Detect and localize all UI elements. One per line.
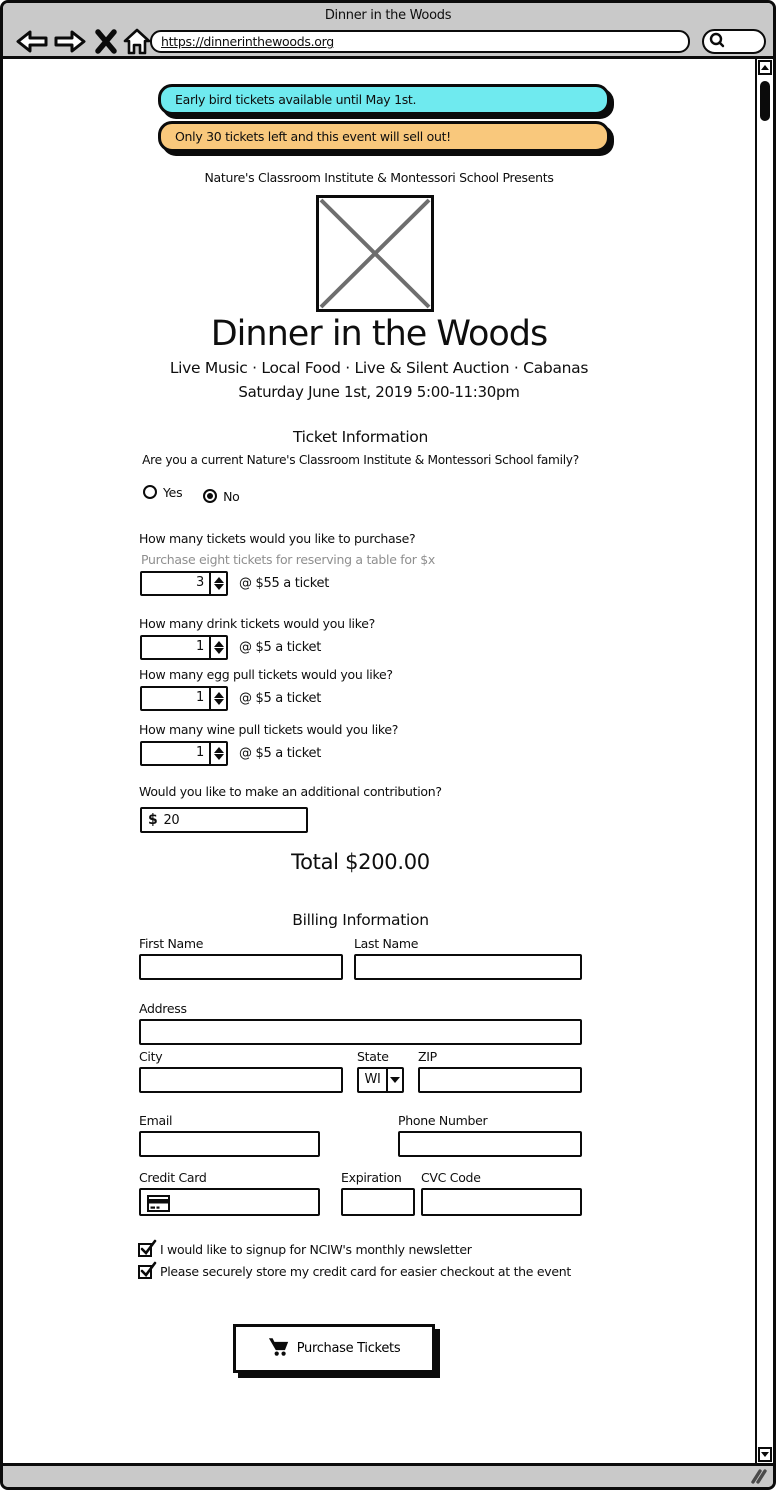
wine-price-label: @ $5 a ticket <box>239 746 322 761</box>
state-label: State <box>357 1049 389 1064</box>
tickets-stepper-arrows-icon[interactable] <box>209 573 226 594</box>
radio-no-label: No <box>223 488 240 504</box>
state-select[interactable] <box>357 1067 404 1093</box>
store-card-label: Please securely store my credit card for easier checkout at the event <box>160 1264 571 1279</box>
tickets-quantity-stepper[interactable] <box>140 571 228 596</box>
drink-price-label: @ $5 a ticket <box>239 640 322 655</box>
forward-icon[interactable] <box>53 28 87 55</box>
browser-chrome <box>3 3 773 59</box>
early-bird-alert-text: Early bird tickets available until May 1st. <box>175 92 417 107</box>
phone-field[interactable] <box>398 1131 582 1157</box>
currency-symbol: $ <box>148 812 158 828</box>
event-subtitle: Live Music · Local Food · Live & Silent Auction · Cabanas <box>169 359 589 377</box>
contribution-input[interactable] <box>140 807 308 833</box>
contribution-value[interactable]: 20 <box>163 812 180 828</box>
egg-quantity-stepper[interactable] <box>140 686 228 711</box>
scrollbar-thumb[interactable] <box>760 81 770 121</box>
city-label: City <box>139 1049 163 1064</box>
purchase-tickets-button[interactable] <box>233 1324 435 1373</box>
scroll-up-icon[interactable] <box>758 60 772 75</box>
status-bar <box>3 1463 773 1487</box>
home-icon[interactable] <box>122 28 152 55</box>
expiration-label: Expiration <box>341 1170 402 1185</box>
family-radio-group <box>143 484 255 504</box>
scrollbar[interactable] <box>755 59 773 1463</box>
address-field[interactable] <box>139 1019 582 1045</box>
store-card-row <box>138 1264 571 1279</box>
url-bar[interactable] <box>150 30 690 53</box>
cvc-field[interactable] <box>421 1188 582 1216</box>
image-placeholder-x-icon <box>319 198 431 309</box>
chevron-down-icon[interactable] <box>386 1069 402 1091</box>
purchase-tickets-label: Purchase Tickets <box>296 1341 401 1356</box>
newsletter-label: I would like to signup for NCIW's monthly newsletter <box>160 1242 472 1257</box>
state-value: WI <box>364 1072 381 1087</box>
radio-yes-label: Yes <box>163 484 183 500</box>
wine-stepper-arrows-icon[interactable] <box>209 743 226 764</box>
newsletter-row <box>138 1242 472 1257</box>
scroll-down-icon[interactable] <box>758 1447 772 1462</box>
radio-yes[interactable] <box>143 485 182 500</box>
event-image-placeholder <box>316 195 434 312</box>
radio-yes-circle-icon[interactable] <box>143 485 157 499</box>
scarcity-alert <box>158 121 610 152</box>
family-question: Are you a current Nature's Classroom Institute & Montessori School family? <box>142 453 579 467</box>
email-label: Email <box>139 1113 173 1128</box>
first-name-field[interactable] <box>139 954 343 980</box>
order-total: Total $200.00 <box>291 850 430 874</box>
stop-icon[interactable] <box>93 28 119 55</box>
expiration-field[interactable] <box>341 1188 415 1216</box>
zip-field[interactable] <box>418 1067 582 1093</box>
last-name-label: Last Name <box>354 936 419 951</box>
wine-quantity-stepper[interactable] <box>140 741 228 766</box>
wine-question: How many wine pull tickets would you like? <box>139 722 399 737</box>
search-icon <box>708 31 726 53</box>
cart-icon <box>268 1336 290 1361</box>
scarcity-alert-text: Only 30 tickets left and this event will sell out! <box>175 129 451 144</box>
event-datetime: Saturday June 1st, 2019 5:00-11:30pm <box>238 383 520 401</box>
credit-card-field[interactable] <box>139 1188 320 1216</box>
drink-stepper-arrows-icon[interactable] <box>209 637 226 658</box>
billing-heading: Billing Information <box>292 911 429 929</box>
egg-quantity-value[interactable]: 1 <box>196 690 204 705</box>
credit-card-label: Credit Card <box>139 1170 207 1185</box>
email-field[interactable] <box>139 1131 320 1157</box>
contribution-question: Would you like to make an additional contribution? <box>139 784 442 799</box>
tickets-question: How many tickets would you like to purchase? <box>139 531 416 546</box>
url-input[interactable] <box>161 34 679 49</box>
drink-question: How many drink tickets would you like? <box>139 616 375 631</box>
zip-label: ZIP <box>418 1049 437 1064</box>
egg-stepper-arrows-icon[interactable] <box>209 688 226 709</box>
newsletter-checkbox[interactable] <box>138 1243 152 1257</box>
radio-no-circle-icon[interactable] <box>203 489 217 503</box>
search-box[interactable] <box>702 29 766 54</box>
wine-quantity-value[interactable]: 1 <box>196 745 204 760</box>
ticket-info-heading: Ticket Information <box>292 428 429 446</box>
check-icon <box>139 1261 157 1279</box>
table-reserve-hint: Purchase eight tickets for reserving a table for $x <box>141 552 435 567</box>
address-label: Address <box>139 1001 187 1016</box>
check-icon <box>139 1239 157 1257</box>
last-name-field[interactable] <box>354 954 582 980</box>
first-name-label: First Name <box>139 936 204 951</box>
egg-question: How many egg pull tickets would you like? <box>139 667 393 682</box>
early-bird-alert <box>158 84 610 115</box>
window-title: Dinner in the Woods <box>324 8 452 23</box>
page-title: Dinner in the Woods <box>210 314 548 354</box>
presents-line: Nature's Classroom Institute & Montessori School Presents <box>204 170 554 185</box>
tickets-price-label: @ $55 a ticket <box>239 576 329 591</box>
egg-price-label: @ $5 a ticket <box>239 691 322 706</box>
store-card-checkbox[interactable] <box>138 1265 152 1279</box>
city-field[interactable] <box>139 1067 343 1093</box>
cvc-label: CVC Code <box>421 1170 481 1185</box>
back-icon[interactable] <box>15 28 49 55</box>
tickets-quantity-value[interactable]: 3 <box>196 575 204 590</box>
resize-grip-icon[interactable] <box>745 1468 767 1489</box>
drink-quantity-stepper[interactable] <box>140 635 228 660</box>
phone-label: Phone Number <box>398 1113 488 1128</box>
drink-quantity-value[interactable]: 1 <box>196 639 204 654</box>
radio-no[interactable] <box>203 489 239 504</box>
